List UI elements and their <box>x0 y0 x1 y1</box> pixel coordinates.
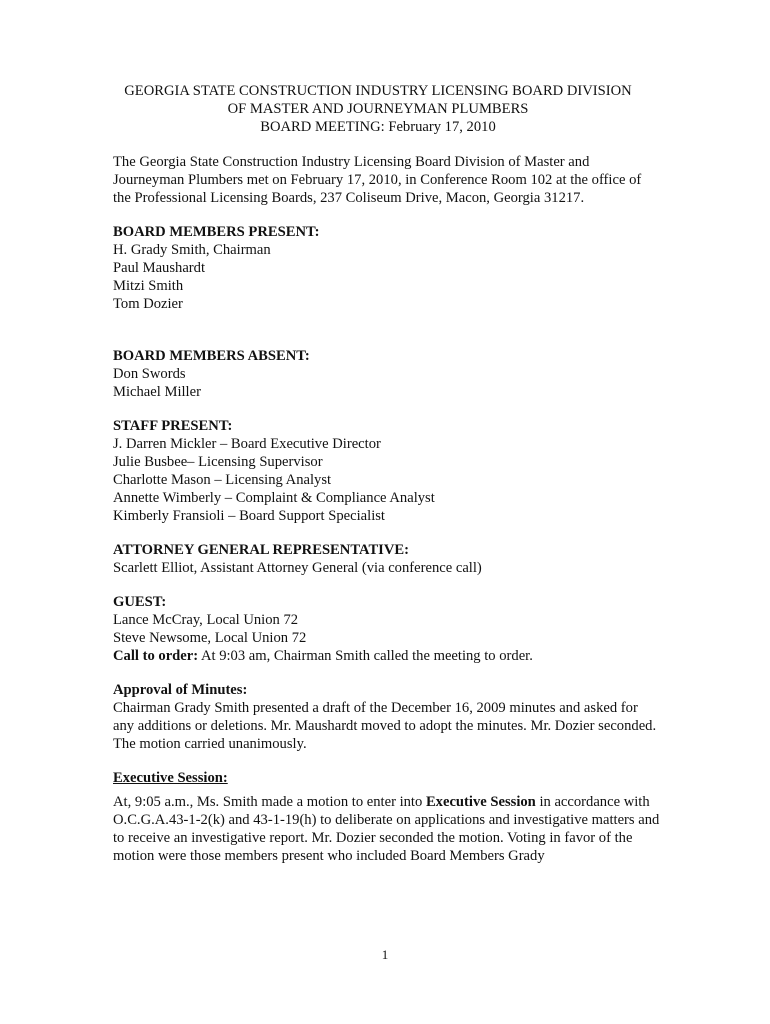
attorney-general-heading: ATTORNEY GENERAL REPRESENTATIVE: <box>113 542 409 558</box>
list-item: Kimberly Fransioli – Board Support Specialist <box>113 508 385 524</box>
executive-session-heading: Executive Session: <box>113 770 228 786</box>
header-title-line-2: OF MASTER AND JOURNEYMAN PLUMBERS <box>227 101 529 117</box>
list-item: J. Darren Mickler – Board Executive Director <box>113 436 381 452</box>
members-present-list <box>113 241 661 313</box>
list-item: H. Grady Smith, Chairman <box>113 242 271 258</box>
executive-session-text-start: At, 9:05 a.m., Ms. Smith made a motion to enter into <box>113 794 426 810</box>
attorney-general-list <box>113 559 661 577</box>
list-item: Scarlett Elliot, Assistant Attorney General (via conference call) <box>113 560 482 576</box>
members-present-heading: BOARD MEMBERS PRESENT: <box>113 224 320 240</box>
staff-present-list <box>113 435 661 525</box>
executive-session-paragraph <box>113 793 661 865</box>
list-item: Steve Newsome, Local Union 72 <box>113 630 307 646</box>
document-header <box>100 82 656 136</box>
list-item: Tom Dozier <box>113 296 183 312</box>
guest-list <box>113 611 661 647</box>
list-item: Paul Maushardt <box>113 260 206 276</box>
list-item: Julie Busbee– Licensing Supervisor <box>113 454 323 470</box>
members-absent-section <box>113 347 661 401</box>
staff-present-section <box>113 417 661 525</box>
document-body <box>113 153 661 865</box>
header-meeting-date: BOARD MEETING: February 17, 2010 <box>260 119 496 135</box>
members-absent-list <box>113 365 661 401</box>
staff-present-heading: STAFF PRESENT: <box>113 418 233 434</box>
approval-of-minutes-heading: Approval of Minutes: <box>113 682 248 698</box>
call-to-order-text: At 9:03 am, Chairman Smith called the meeting to order. <box>198 648 533 664</box>
list-item: Michael Miller <box>113 384 201 400</box>
attorney-general-section <box>113 541 661 577</box>
call-to-order-label: Call to order: <box>113 648 199 664</box>
list-item: Annette Wimberly – Complaint & Compliance Analyst <box>113 490 435 506</box>
members-present-section <box>113 223 661 313</box>
approval-of-minutes-paragraph: Chairman Grady Smith presented a draft of the December 16, 2009 minutes and asked for any additions or deletions. Mr. Maushardt moved to adopt the minutes. Mr. Dozier seconded. The motion carried unanimously. <box>113 700 657 752</box>
intro-paragraph: The Georgia State Construction Industry Licensing Board Division of Master and Journeyman Plumbers met on February 17, 2010, in Conference Room 102 at the office of the Professional Licensing Boards, 237 Coliseum Drive, Macon, Georgia 31217. <box>113 154 642 206</box>
members-absent-heading: BOARD MEMBERS ABSENT: <box>113 348 310 364</box>
header-title-line-1: GEORGIA STATE CONSTRUCTION INDUSTRY LICENSING BOARD DIVISION <box>124 83 632 99</box>
list-item: Charlotte Mason – Licensing Analyst <box>113 472 332 488</box>
list-item: Lance McCray, Local Union 72 <box>113 612 299 628</box>
call-to-order-paragraph <box>113 647 661 665</box>
list-item: Don Swords <box>113 366 186 382</box>
executive-session-text-end: in accordance with O.C.G.A.43-1-2(k) and 43-1-19(h) to deliberate on applications and investigative matters and to receive an investigative report. Mr. Dozier seconded the motion. Voting in favor of the motion were those members present who included Board Members Grady <box>113 794 660 864</box>
page-number: 1 <box>381 947 389 962</box>
guest-section <box>113 593 661 647</box>
list-item: Mitzi Smith <box>113 278 184 294</box>
executive-session-bold-term: Executive Session <box>425 794 536 810</box>
guest-heading: GUEST: <box>113 594 167 610</box>
